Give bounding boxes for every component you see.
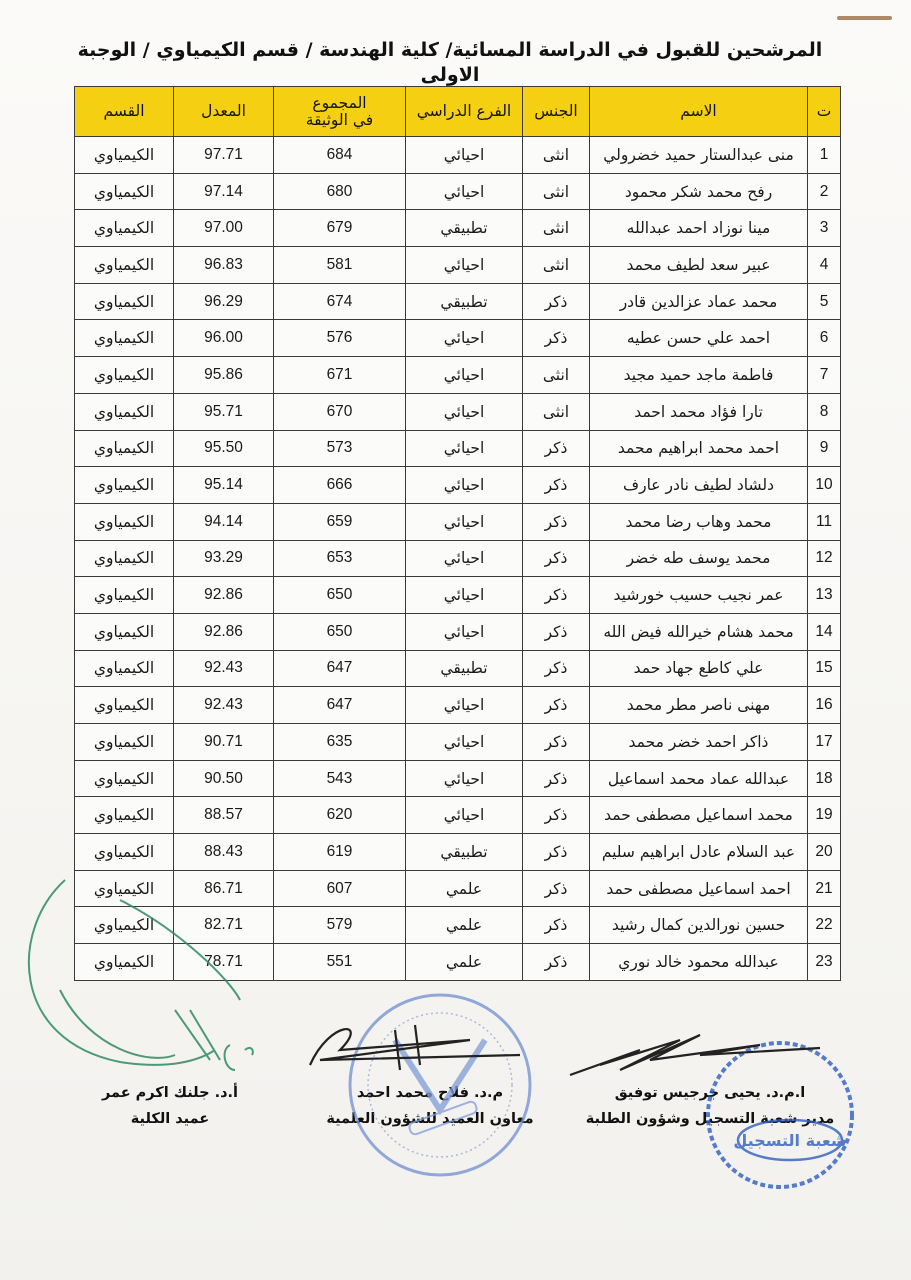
cell-index: 12 — [808, 540, 841, 577]
table-row — [75, 613, 841, 650]
cell-total: 543 — [274, 760, 406, 797]
cell-branch: احيائي — [406, 687, 523, 724]
table-row — [75, 467, 841, 504]
cell-branch: احيائي — [406, 137, 523, 174]
cell-gender: ذكر — [523, 613, 590, 650]
table-row — [75, 320, 841, 357]
cell-average: 92.43 — [174, 687, 274, 724]
cell-name: عمر نجيب حسيب خورشيد — [590, 577, 808, 614]
header-average: المعدل — [174, 87, 274, 137]
cell-total: 573 — [274, 430, 406, 467]
cell-name: عبدالله محمود خالد نوري — [590, 944, 808, 981]
cell-total: 653 — [274, 540, 406, 577]
cell-gender: ذكر — [523, 834, 590, 871]
dean-role: عميد الكلية — [130, 1111, 210, 1127]
cell-department: الكيمياوي — [75, 944, 174, 981]
cell-branch: تطبيقي — [406, 650, 523, 687]
cell-index: 6 — [808, 320, 841, 357]
cell-average: 97.71 — [174, 137, 274, 174]
table-header-row — [75, 87, 841, 137]
cell-index: 19 — [808, 797, 841, 834]
cell-department: الكيمياوي — [75, 503, 174, 540]
cell-total: 647 — [274, 687, 406, 724]
cell-department: الكيمياوي — [75, 210, 174, 247]
cell-average: 95.50 — [174, 430, 274, 467]
cell-average: 88.43 — [174, 834, 274, 871]
cell-gender: انثى — [523, 137, 590, 174]
cell-index: 3 — [808, 210, 841, 247]
table-row — [75, 503, 841, 540]
cell-index: 15 — [808, 650, 841, 687]
cell-index: 22 — [808, 907, 841, 944]
assistant-dean-signature-icon — [310, 1025, 520, 1070]
cell-total: 650 — [274, 577, 406, 614]
cell-gender: ذكر — [523, 467, 590, 504]
cell-index: 11 — [808, 503, 841, 540]
cell-index: 7 — [808, 357, 841, 394]
cell-average: 93.29 — [174, 540, 274, 577]
cell-gender: ذكر — [523, 540, 590, 577]
cell-department: الكيمياوي — [75, 613, 174, 650]
cell-index: 4 — [808, 247, 841, 284]
header-department: القسم — [75, 87, 174, 137]
document-title: المرشحين للقبول في الدراسة المسائية/ كلية الهندسة / قسم الكيمياوي / الوجبة الاولى — [77, 39, 823, 86]
cell-total: 607 — [274, 870, 406, 907]
cell-total: 666 — [274, 467, 406, 504]
cell-total: 647 — [274, 650, 406, 687]
cell-department: الكيمياوي — [75, 393, 174, 430]
cell-index: 16 — [808, 687, 841, 724]
registrar-name: ا.م.د. يحيى جرجيس توفيق — [614, 1085, 806, 1101]
table-row — [75, 430, 841, 467]
cell-average: 78.71 — [174, 944, 274, 981]
cell-total: 679 — [274, 210, 406, 247]
cell-department: الكيمياوي — [75, 907, 174, 944]
cell-total: 680 — [274, 173, 406, 210]
cell-department: الكيمياوي — [75, 870, 174, 907]
cell-name: مهنى ناصر مطر محمد — [590, 687, 808, 724]
cell-index: 18 — [808, 760, 841, 797]
cell-branch: علمي — [406, 944, 523, 981]
cell-name: محمد اسماعيل مصطفى حمد — [590, 797, 808, 834]
cell-index: 9 — [808, 430, 841, 467]
cell-average: 96.00 — [174, 320, 274, 357]
cell-average: 95.14 — [174, 467, 274, 504]
cell-department: الكيمياوي — [75, 430, 174, 467]
cell-branch: احيائي — [406, 467, 523, 504]
cell-branch: احيائي — [406, 430, 523, 467]
cell-gender: ذكر — [523, 760, 590, 797]
cell-department: الكيمياوي — [75, 320, 174, 357]
cell-gender: ذكر — [523, 283, 590, 320]
cell-name: دلشاد لطيف نادر عارف — [590, 467, 808, 504]
cell-average: 82.71 — [174, 907, 274, 944]
cell-average: 95.86 — [174, 357, 274, 394]
cell-branch: احيائي — [406, 503, 523, 540]
cell-total: 551 — [274, 944, 406, 981]
candidates-table — [74, 86, 841, 981]
cell-name: احمد محمد ابراهيم محمد — [590, 430, 808, 467]
cell-name: عبد السلام عادل ابراهيم سليم — [590, 834, 808, 871]
header-total-line1: المجموع — [312, 93, 367, 112]
cell-average: 92.43 — [174, 650, 274, 687]
assistant-dean-name: م.د. فلاح محمد احمد — [356, 1085, 504, 1101]
cell-gender: انثى — [523, 173, 590, 210]
table-row — [75, 173, 841, 210]
cell-gender: ذكر — [523, 320, 590, 357]
table-row — [75, 540, 841, 577]
cell-gender: ذكر — [523, 944, 590, 981]
cell-average: 92.86 — [174, 577, 274, 614]
cell-index: 10 — [808, 467, 841, 504]
cell-index: 21 — [808, 870, 841, 907]
table-row — [75, 577, 841, 614]
cell-gender: ذكر — [523, 724, 590, 761]
cell-branch: تطبيقي — [406, 210, 523, 247]
cell-total: 650 — [274, 613, 406, 650]
cell-average: 96.29 — [174, 283, 274, 320]
cell-branch: احيائي — [406, 393, 523, 430]
cell-name: محمد يوسف طه خضر — [590, 540, 808, 577]
header-branch: الفرع الدراسي — [406, 87, 523, 137]
cell-branch: تطبيقي — [406, 834, 523, 871]
cell-total: 579 — [274, 907, 406, 944]
cell-department: الكيمياوي — [75, 577, 174, 614]
cell-name: مينا نوزاد احمد عبدالله — [590, 210, 808, 247]
table-row — [75, 247, 841, 284]
cell-index: 20 — [808, 834, 841, 871]
cell-index: 5 — [808, 283, 841, 320]
table-row — [75, 210, 841, 247]
cell-average: 88.57 — [174, 797, 274, 834]
cell-name: محمد هشام خيرالله فيض الله — [590, 613, 808, 650]
cell-department: الكيمياوي — [75, 173, 174, 210]
table-row — [75, 283, 841, 320]
table-row — [75, 760, 841, 797]
cell-average: 94.14 — [174, 503, 274, 540]
cell-branch: تطبيقي — [406, 283, 523, 320]
table-row — [75, 650, 841, 687]
signature-dean — [90, 1080, 250, 1132]
table-row — [75, 687, 841, 724]
cell-department: الكيمياوي — [75, 834, 174, 871]
dean-name: أ.د. جلنك اكرم عمر — [101, 1085, 239, 1101]
header-index: ت — [808, 87, 841, 137]
cell-name: حسين نورالدين كمال رشيد — [590, 907, 808, 944]
cell-name: محمد وهاب رضا محمد — [590, 503, 808, 540]
assistant-dean-role: معاون العميد للشؤون العلمية — [326, 1111, 534, 1127]
cell-index: 13 — [808, 577, 841, 614]
cell-branch: احيائي — [406, 357, 523, 394]
cell-index: 2 — [808, 173, 841, 210]
cell-index: 14 — [808, 613, 841, 650]
table-row — [75, 393, 841, 430]
header-total — [274, 87, 406, 137]
cell-index: 23 — [808, 944, 841, 981]
cell-branch: احيائي — [406, 247, 523, 284]
cell-department: الكيمياوي — [75, 687, 174, 724]
cell-total: 620 — [274, 797, 406, 834]
registrar-role: مدير شعبة التسجيل وشؤون الطلبة — [585, 1111, 835, 1127]
cell-gender: ذكر — [523, 503, 590, 540]
cell-name: عبير سعد لطيف محمد — [590, 247, 808, 284]
header-gender: الجنس — [523, 87, 590, 137]
cell-gender: ذكر — [523, 650, 590, 687]
cell-total: 684 — [274, 137, 406, 174]
table-row — [75, 907, 841, 944]
cell-total: 619 — [274, 834, 406, 871]
cell-average: 97.00 — [174, 210, 274, 247]
cell-department: الكيمياوي — [75, 247, 174, 284]
cell-branch: علمي — [406, 907, 523, 944]
cell-index: 17 — [808, 724, 841, 761]
cell-gender: ذكر — [523, 430, 590, 467]
cell-name: تارا فؤاد محمد احمد — [590, 393, 808, 430]
header-name: الاسم — [590, 87, 808, 137]
table-row — [75, 797, 841, 834]
cell-average: 96.83 — [174, 247, 274, 284]
signature-registrar — [560, 1080, 860, 1132]
cell-average: 86.71 — [174, 870, 274, 907]
registrar-signature-icon — [570, 1035, 820, 1075]
cell-branch: احيائي — [406, 760, 523, 797]
cell-branch: احيائي — [406, 577, 523, 614]
cell-index: 8 — [808, 393, 841, 430]
paper-mark — [837, 16, 892, 20]
cell-department: الكيمياوي — [75, 467, 174, 504]
cell-branch: احيائي — [406, 173, 523, 210]
table-row — [75, 357, 841, 394]
cell-department: الكيمياوي — [75, 650, 174, 687]
cell-average: 90.71 — [174, 724, 274, 761]
cell-total: 671 — [274, 357, 406, 394]
cell-gender: انثى — [523, 247, 590, 284]
cell-total: 659 — [274, 503, 406, 540]
signature-assistant-dean — [300, 1080, 560, 1132]
cell-gender: ذكر — [523, 870, 590, 907]
cell-department: الكيمياوي — [75, 797, 174, 834]
cell-branch: احيائي — [406, 724, 523, 761]
cell-name: محمد عماد عزالدين قادر — [590, 283, 808, 320]
cell-gender: ذكر — [523, 577, 590, 614]
cell-name: فاطمة ماجد حميد مجيد — [590, 357, 808, 394]
cell-gender: انثى — [523, 357, 590, 394]
cell-gender: انثى — [523, 393, 590, 430]
cell-department: الكيمياوي — [75, 357, 174, 394]
cell-gender: ذكر — [523, 797, 590, 834]
table-row — [75, 724, 841, 761]
cell-department: الكيمياوي — [75, 760, 174, 797]
cell-average: 92.86 — [174, 613, 274, 650]
cell-name: احمد اسماعيل مصطفى حمد — [590, 870, 808, 907]
cell-index: 1 — [808, 137, 841, 174]
cell-department: الكيمياوي — [75, 724, 174, 761]
cell-total: 674 — [274, 283, 406, 320]
cell-total: 576 — [274, 320, 406, 357]
cell-gender: ذكر — [523, 907, 590, 944]
cell-name: احمد علي حسن عطيه — [590, 320, 808, 357]
cell-name: منى عبدالستار حميد خضرولي — [590, 137, 808, 174]
cell-branch: احيائي — [406, 540, 523, 577]
cell-department: الكيمياوي — [75, 137, 174, 174]
table-row — [75, 834, 841, 871]
svg-text:شعبة التسجيل: شعبة التسجيل — [733, 1131, 847, 1150]
cell-total: 581 — [274, 247, 406, 284]
cell-branch: علمي — [406, 870, 523, 907]
cell-branch: احيائي — [406, 797, 523, 834]
cell-branch: احيائي — [406, 613, 523, 650]
table-row — [75, 944, 841, 981]
cell-name: علي كاطع جهاد حمد — [590, 650, 808, 687]
cell-total: 635 — [274, 724, 406, 761]
table-row — [75, 137, 841, 174]
cell-branch: احيائي — [406, 320, 523, 357]
cell-total: 670 — [274, 393, 406, 430]
cell-average: 97.14 — [174, 173, 274, 210]
cell-gender: ذكر — [523, 687, 590, 724]
cell-gender: انثى — [523, 210, 590, 247]
cell-average: 90.50 — [174, 760, 274, 797]
cell-name: ذاكر احمد خضر محمد — [590, 724, 808, 761]
cell-name: رفح محمد شكر محمود — [590, 173, 808, 210]
table-row — [75, 870, 841, 907]
cell-name: عبدالله عماد محمد اسماعيل — [590, 760, 808, 797]
cell-average: 95.71 — [174, 393, 274, 430]
cell-department: الكيمياوي — [75, 540, 174, 577]
cell-department: الكيمياوي — [75, 283, 174, 320]
header-total-line2: في الوثيقة — [305, 110, 374, 129]
